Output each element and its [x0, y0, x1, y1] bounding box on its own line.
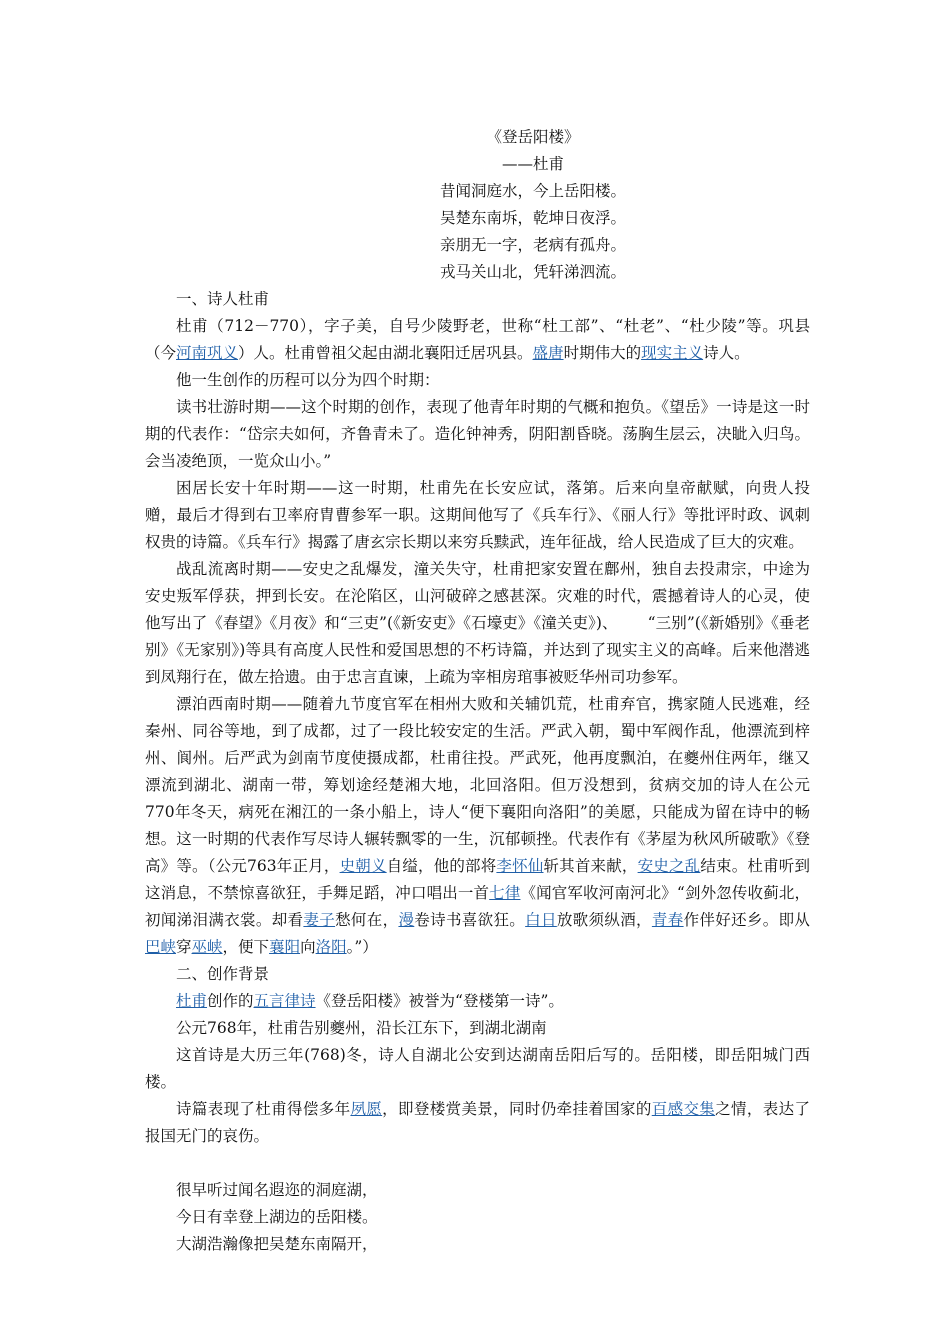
- inline-text: 诗篇表现了杜甫得偿多年: [176, 1100, 351, 1118]
- inline-link[interactable]: 洛阳: [315, 938, 347, 956]
- period-4-paragraph: [145, 691, 810, 961]
- background-paragraph-2: 公元768年，杜甫告别夔州，沿长江东下，到湖北湖南: [176, 1019, 547, 1037]
- inline-text: 向: [300, 938, 316, 956]
- inline-link[interactable]: 杜甫: [176, 992, 208, 1010]
- inline-link[interactable]: 河南巩义: [176, 344, 239, 362]
- document-body: [145, 124, 810, 1258]
- inline-text: ，即登楼赏美景，同时仍牵挂着国家的: [382, 1100, 652, 1118]
- inline-text: 穿: [176, 938, 192, 956]
- inline-text: 杜甫（712－770），字子美，自号少陵野老，世称“杜工部”、“杜老”、“杜少陵”等。巩县（今: [145, 317, 810, 362]
- inline-link[interactable]: 安史之乱: [637, 857, 701, 875]
- translation-line: 很早听过闻名遐迩的洞庭湖，: [176, 1181, 378, 1199]
- section-heading-poet: 一、诗人杜甫: [176, 290, 270, 308]
- inline-link[interactable]: 夙愿: [350, 1100, 383, 1118]
- poet-intro-paragraph: [145, 313, 810, 367]
- inline-link[interactable]: 盛唐: [532, 344, 564, 362]
- periods-intro-paragraph: 他一生创作的历程可以分为四个时期：: [176, 371, 440, 389]
- inline-text: ）人。杜甫曾祖父起由湖北襄阳迁居巩县。: [238, 344, 533, 362]
- inline-text: 自缢，他的部将: [386, 857, 497, 875]
- inline-text: 创作的: [207, 992, 254, 1010]
- background-paragraph-1: [145, 988, 810, 1015]
- section-heading-background: 二、创作背景: [176, 965, 270, 983]
- inline-link[interactable]: 白日: [525, 911, 557, 929]
- inline-link[interactable]: 现实主义: [641, 344, 704, 362]
- inline-text: 。”）: [346, 938, 378, 956]
- inline-link[interactable]: 七律: [489, 884, 521, 902]
- inline-text: 漂泊西南时期——随着九节度官军在相州大败和关辅饥荒，杜甫弃官，携家随人民逃难，经秦州、同谷等地，到了成都，过了一段比较安定的生活。严武入朝，蜀中军阀作乱，他漂流到梓州、阆州。后严武为剑南节度使摄成都，杜甫往投。严武死，他再度飘泊，在夔州住两年，继又漂流到湖北、湖南一带，筹划途经楚湘大地，北回洛阳。但万没想到，贫病交加的诗人在公元770年冬天，病死在湘江的一条小船上，诗人“便下襄阳向洛阳”的美愿，只能成为留在诗中的畅想。这一时期的代表作写尽诗人辗转飘零的一生，沉郁顿挫。代表作有《茅屋为秋风所破歌》《登高》等。（公元763年正月，: [145, 695, 810, 875]
- inline-text: 放歌须纵酒，: [556, 911, 652, 929]
- inline-text: 之情，表达了报国无门的哀伤。: [145, 1100, 810, 1145]
- poem-line: 昔闻洞庭水，今上岳阳楼。: [439, 182, 626, 200]
- inline-text: 《登岳阳楼》被誉为“登楼第一诗”。: [315, 992, 564, 1010]
- inline-text: 诗人。: [703, 344, 750, 362]
- background-paragraph-4: [145, 1096, 810, 1150]
- translation-line: 大湖浩瀚像把吴楚东南隔开，: [176, 1235, 378, 1253]
- inline-text: 斩其首来献，: [543, 857, 638, 875]
- inline-text: 时期伟大的: [563, 344, 642, 362]
- inline-text: 愁何在，: [335, 911, 399, 929]
- period-2-paragraph: 困居长安十年时期——这一时期，杜甫先在长安应试，落第。后来向皇帝献赋，向贵人投赠，最后才得到右卫率府胄曹参军一职。这期间他写了《兵车行》、《丽人行》等批评时政、讽刺权贵的诗篇。《兵车行》揭露了唐玄宗长期以来穷兵黩武，连年征战，给人民造成了巨大的灾难。: [145, 479, 810, 551]
- inline-link[interactable]: 妻子: [303, 911, 336, 929]
- poem-author: ——杜甫: [501, 155, 564, 173]
- poem-line: 戎马关山北，凭轩涕泗流。: [439, 263, 626, 281]
- inline-text: 卷诗书喜欲狂。: [414, 911, 526, 929]
- poem-line: 吴楚东南坼，乾坤日夜浮。: [439, 209, 626, 227]
- period-3-paragraph: 战乱流离时期——安史之乱爆发，潼关失守，杜甫把家安置在鄜州，独自去投肃宗，中途为安史叛军俘获，押到长安。在沦陷区，山河破碎之感甚深。灾难的时代，震撼着诗人的心灵，使他写出了《春望》《月夜》和“三吏”(《新安吏》《石壕吏》《潼关吏》)、 “三别”(《新婚别》《垂老别》《无家别》)等具有高度人民性和爱国思想的不朽诗篇，并达到了现实主义的高峰。后来他潜逃到凤翔行在，做左拾遗。由于忠言直谏，上疏为宰相房琯事被贬华州司功参军。: [145, 560, 810, 686]
- inline-text: 结束。杜甫听到这消息，不禁惊喜欲狂，手舞足蹈，冲口唱出一首: [145, 857, 810, 902]
- poem-line: 亲朋无一字，老病有孤舟。: [439, 236, 626, 254]
- spacer: [145, 1150, 810, 1177]
- inline-link[interactable]: 襄阳: [269, 938, 301, 956]
- inline-link[interactable]: 巴峡: [145, 938, 177, 956]
- inline-text: 作伴好还乡。即从: [683, 911, 810, 929]
- inline-text: ，便下: [222, 938, 270, 956]
- poem-title: 《登岳阳楼》: [486, 128, 580, 146]
- inline-link[interactable]: 青春: [651, 911, 684, 929]
- inline-link[interactable]: 漫: [398, 911, 415, 929]
- title-block: [145, 124, 810, 286]
- inline-link[interactable]: 五言律诗: [253, 992, 316, 1010]
- inline-text: 《闻官军收河南河北》“剑外忽传收蓟北，初闻涕泪满衣裳。却看: [145, 884, 810, 929]
- inline-link[interactable]: 李怀仙: [496, 857, 544, 875]
- inline-link[interactable]: 史朝义: [339, 857, 387, 875]
- translation-line: 今日有幸登上湖边的岳阳楼。: [176, 1208, 378, 1226]
- period-1-paragraph: 读书壮游时期——这个时期的创作，表现了他青年时期的气概和抱负。《望岳》一诗是这一时期的代表作：“岱宗夫如何，齐鲁青未了。造化钟神秀，阴阳割昏晓。荡胸生层云，决眦入归鸟。会当凌绝顶，一览众山小。”: [145, 398, 810, 470]
- background-paragraph-3: 这首诗是大历三年(768)冬，诗人自湖北公安到达湖南岳阳后写的。岳阳楼，即岳阳城门西楼。: [145, 1046, 810, 1091]
- inline-link[interactable]: 巫峡: [191, 938, 223, 956]
- inline-link[interactable]: 百感交集: [651, 1100, 716, 1118]
